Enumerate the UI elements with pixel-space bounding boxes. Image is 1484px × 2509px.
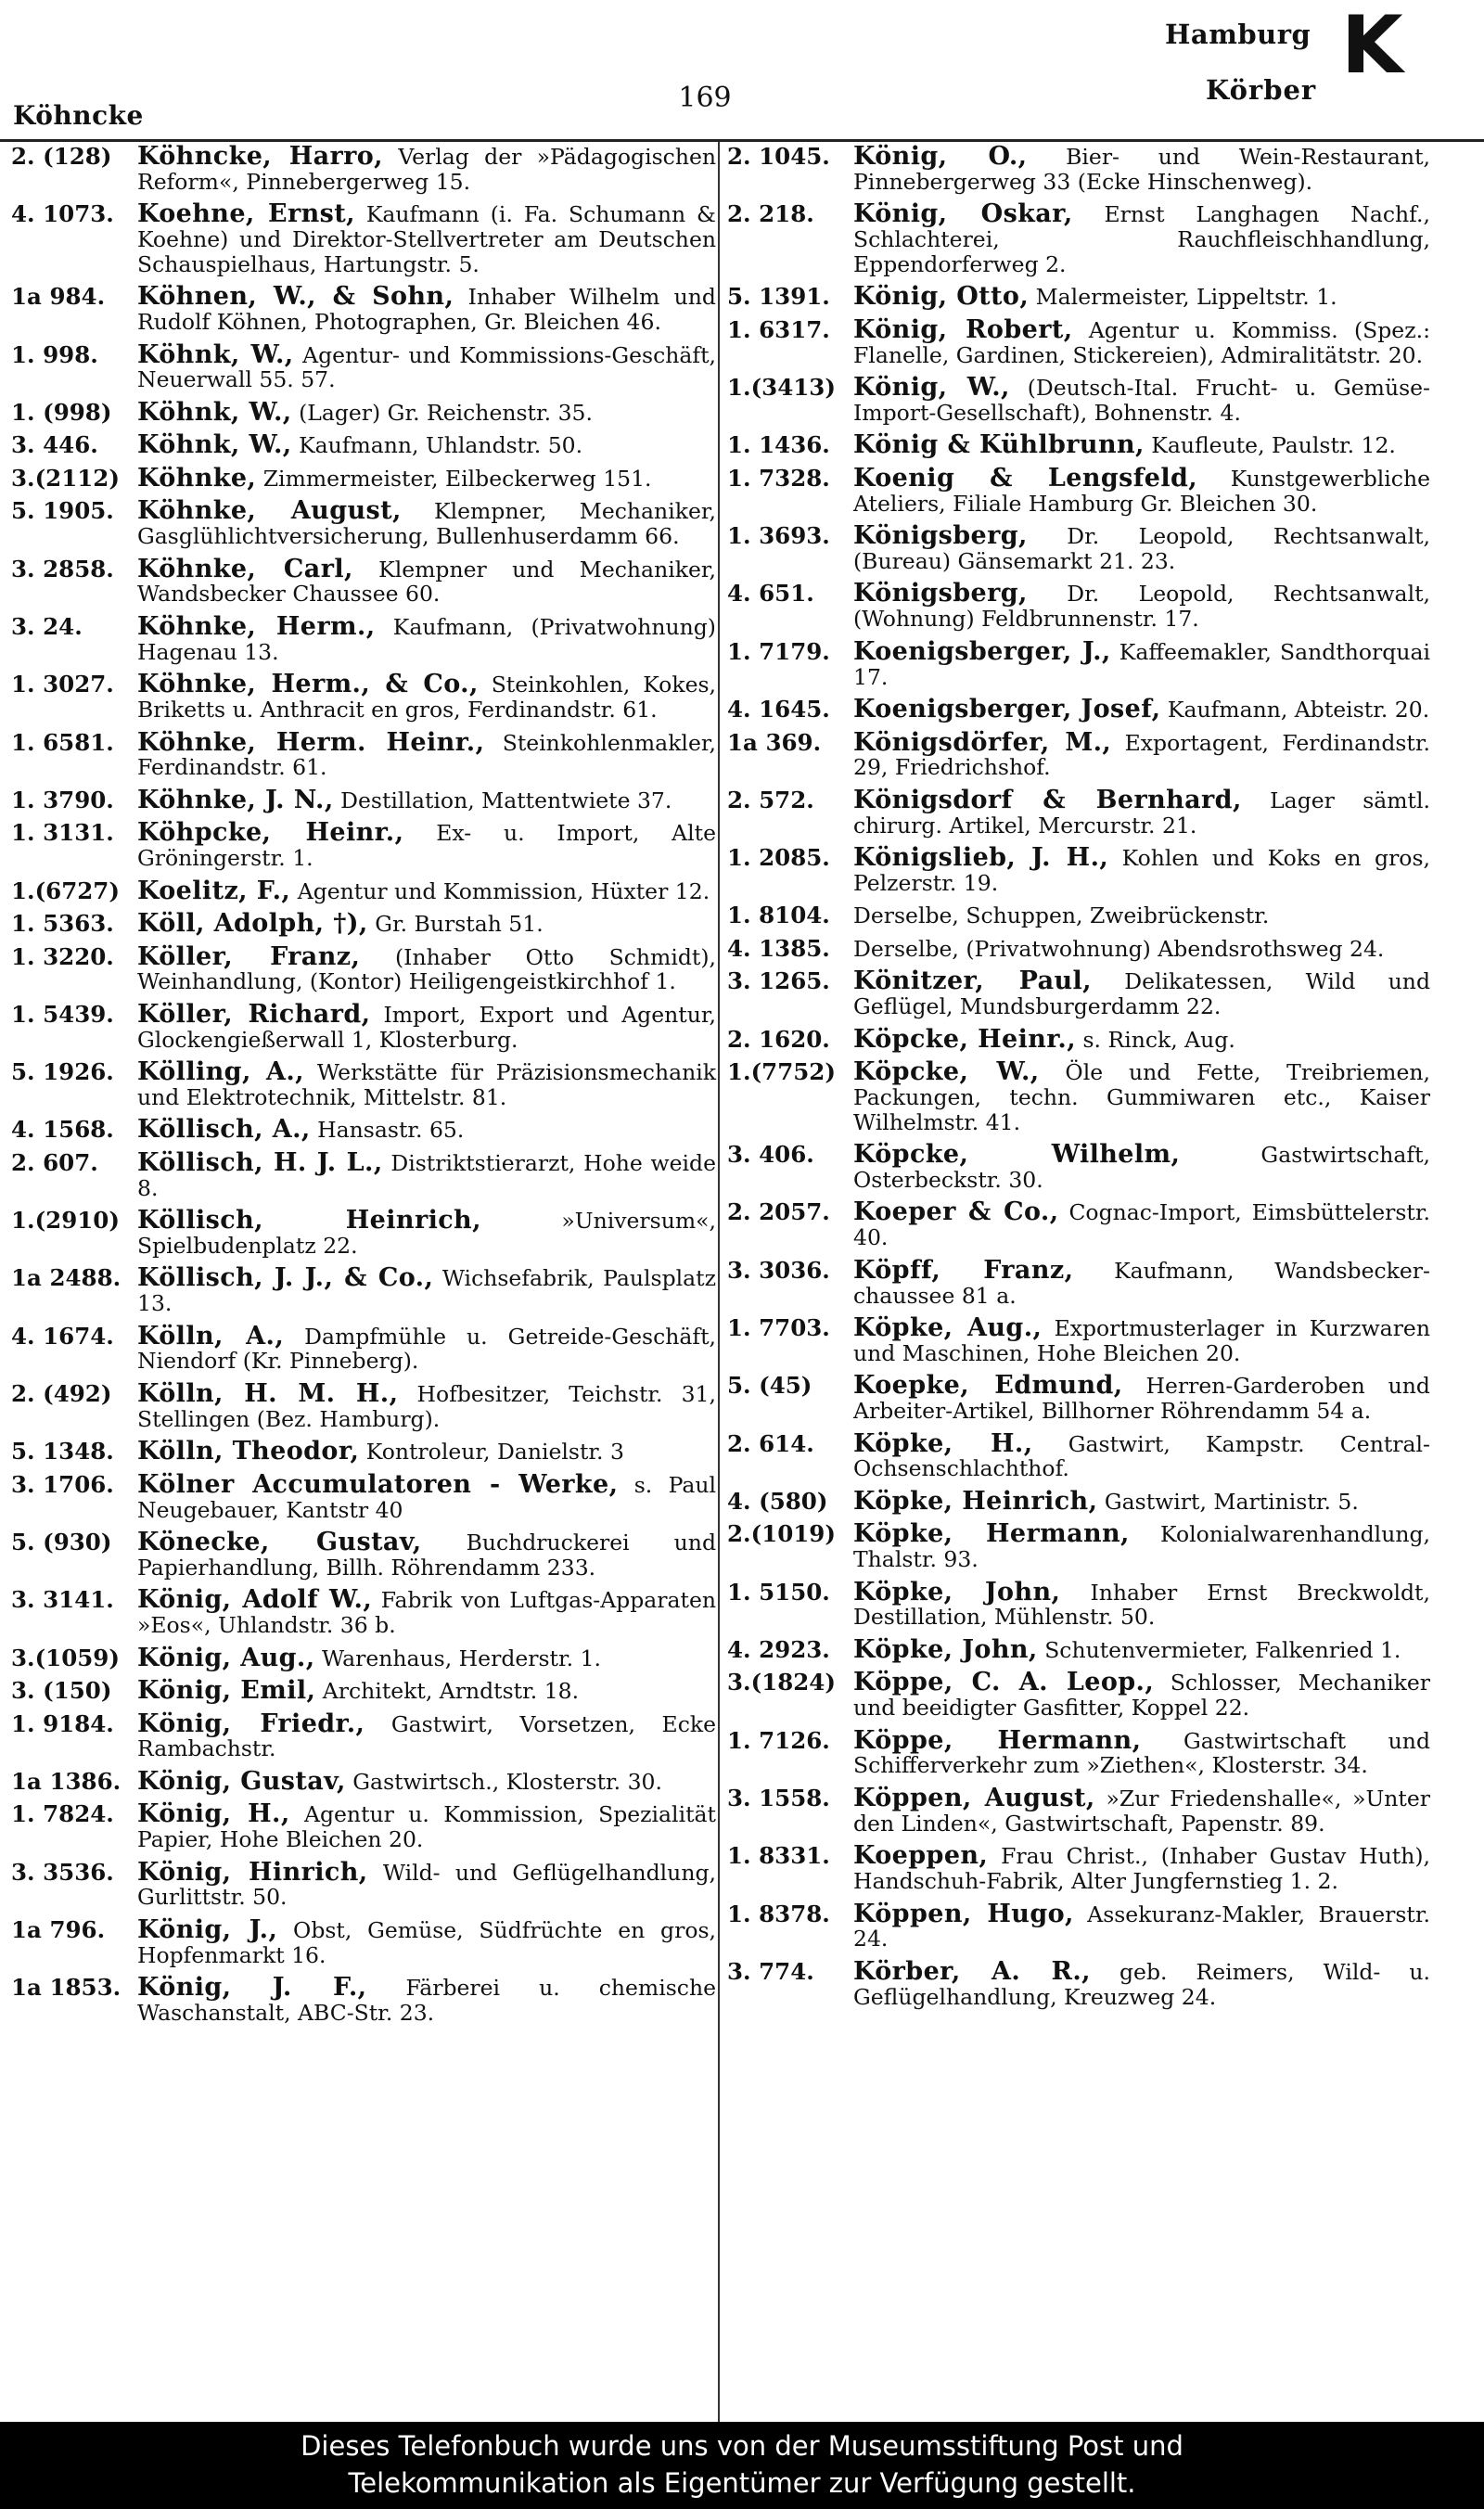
- subscriber-name: Köpke, John,: [853, 1577, 1061, 1607]
- directory-entry: [11, 1799, 716, 1853]
- subscriber-details: (Lager) Gr. Reichenstr. 35.: [299, 399, 593, 426]
- subscriber-details: Buchdruckerei und Papierhandlung, Billh. Röhrendamm 233.: [137, 1530, 716, 1581]
- phone-number: 1. 7328.: [727, 464, 830, 492]
- phone-number: 3. 1558.: [727, 1784, 830, 1811]
- subscriber-details: Kolonialwarenhandlung, Thalstr. 93.: [853, 1521, 1430, 1573]
- directory-entry: [727, 314, 1430, 368]
- phone-number: 1. 3790.: [11, 786, 114, 813]
- phone-number: 2. 2057.: [727, 1198, 830, 1226]
- directory-entry: [11, 611, 716, 665]
- directory-entry: [11, 1914, 716, 1968]
- directory-entry: [727, 1634, 1430, 1664]
- subscriber-name: Könecke, Gustav,: [137, 1528, 422, 1557]
- phone-number: 1. 5150.: [727, 1578, 830, 1606]
- subscriber-name: König, Emil,: [137, 1676, 316, 1706]
- left-column: [11, 142, 717, 2033]
- phone-number: 3. 1265.: [727, 967, 830, 995]
- subscriber-name: Koelitz, F.,: [137, 876, 291, 905]
- phone-number: 5. 1391.: [727, 283, 830, 311]
- subscriber-details: Delikatessen, Wild und Geflügel, Mundsburgerdamm 22.: [853, 968, 1430, 1020]
- phone-number: 2. 614.: [727, 1429, 814, 1457]
- subscriber-details: Färberei u. chemische Waschanstalt, ABC-Str. 23.: [137, 1975, 716, 2026]
- subscriber-details: (Inhaber Otto Schmidt), Weinhandlung, (Kontor) Heiligengeistkirchhof 1.: [137, 943, 716, 995]
- subscriber-name: Köller, Richard,: [137, 999, 371, 1029]
- phone-number: 1. 3131.: [11, 819, 114, 847]
- directory-entry: [727, 579, 1430, 633]
- subscriber-name: Köpcke, W.,: [853, 1057, 1040, 1087]
- subscriber-name: Königsberg,: [853, 521, 1028, 551]
- subscriber-name: Köhnke, J. N.,: [137, 785, 334, 814]
- subscriber-details: Derselbe, (Privatwohnung) Abendsrothsweg 24.: [853, 935, 1385, 962]
- directory-entry: [727, 1371, 1430, 1425]
- directory-entry: [11, 1263, 716, 1317]
- phone-number: 1. 6581.: [11, 728, 114, 756]
- subscriber-name: Körber, A. R.,: [853, 1956, 1091, 1986]
- phone-number: 1a 1386.: [11, 1767, 122, 1795]
- subscriber-details: Steinkohlen, Kokes, Briketts u. Anthracit en gros, Ferdinandstr. 61.: [137, 672, 717, 723]
- directory-entry: [11, 339, 716, 393]
- directory-entry: [11, 941, 716, 995]
- phone-number: 1. 5363.: [11, 910, 114, 938]
- phone-number: 1. 9184.: [11, 1709, 114, 1737]
- subscriber-name: Köppe, Hermann,: [853, 1725, 1142, 1755]
- subscriber-name: Köhnk, W.,: [137, 397, 292, 427]
- subscriber-details: Obst, Gemüse, Südfrüchte en gros, Hopfenmarkt 16.: [137, 1916, 716, 1968]
- subscriber-details: Frau Christ., (Inhaber Gustav Huth), Handschuh-Fabrik, Alter Jungfernstieg 1. 2.: [853, 1843, 1430, 1895]
- subscriber-details: »Universum«, Spielbudenplatz 22.: [137, 1208, 716, 1259]
- phone-number: 1. 8378.: [727, 1900, 830, 1927]
- phone-number: 3. 446.: [11, 431, 98, 459]
- phone-number: 1. 6317.: [727, 315, 830, 343]
- subscriber-details: Dr. Leopold, Rechtsanwalt, (Bureau) Gänsemarkt 21. 23.: [853, 523, 1430, 574]
- subscriber-details: Kaffeemakler, Sandthorquai 17.: [853, 638, 1430, 690]
- directory-entry: [727, 1255, 1430, 1309]
- subscriber-details: Dr. Leopold, Rechtsanwalt, (Wohnung) Feldbrunnenstr. 17.: [853, 581, 1430, 633]
- directory-entry: [727, 843, 1430, 896]
- subscriber-name: Koenigsberger, Josef,: [853, 695, 1161, 724]
- directory-entry: [727, 934, 1430, 962]
- subscriber-details: Agentur u. Kommiss. (Spez.: Flanelle, Gardinen, Stickereien), Admiralitätstr. 20.: [853, 316, 1430, 368]
- subscriber-name: Köllisch, A.,: [137, 1115, 311, 1145]
- header-right-keyword: Körber: [1206, 74, 1317, 106]
- subscriber-name: Königsdörfer, M.,: [853, 727, 1112, 757]
- subscriber-name: Könitzer, Paul,: [853, 966, 1092, 996]
- directory-entry: [727, 199, 1430, 277]
- subscriber-name: Köhpcke, Heinr.,: [137, 818, 404, 848]
- directory-entry: [11, 1766, 716, 1796]
- phone-number: 2. 1045.: [727, 143, 830, 170]
- phone-number: 3. 774.: [727, 1957, 814, 1985]
- subscriber-name: König, J. F.,: [137, 1973, 367, 2003]
- phone-number: 1.(7752): [727, 1058, 836, 1086]
- phone-number: 2. (128): [11, 143, 112, 170]
- directory-entry: [11, 430, 716, 460]
- directory-entry: [727, 463, 1430, 517]
- phone-number: 3.(1824): [727, 1669, 836, 1696]
- phone-number: 1. 1436.: [727, 431, 830, 459]
- subscriber-details: Exportagent, Ferdinandstr. 29, Friedrichshof.: [853, 729, 1430, 781]
- directory-entry: [727, 430, 1430, 460]
- column-divider: [718, 142, 720, 2422]
- directory-entry: [11, 496, 716, 550]
- directory-entry: [11, 1206, 716, 1259]
- phone-number: 4. 651.: [727, 580, 814, 608]
- subscriber-name: Köpke, H.,: [853, 1428, 1033, 1458]
- subscriber-details: Öle und Fette, Treibriemen, Packungen, techn. Gummiwaren etc., Kaiser Wilhelmstr. 41.: [853, 1059, 1430, 1135]
- subscriber-details: Wild- und Geflügelhandlung, Gurlittstr. 50.: [137, 1859, 716, 1911]
- subscriber-name: Köller, Franz,: [137, 941, 361, 971]
- directory-entry: [11, 1643, 716, 1672]
- phone-number: 1. 7179.: [727, 637, 830, 665]
- phone-number: 5. 1905.: [11, 497, 114, 525]
- phone-number: 1. 998.: [11, 340, 98, 368]
- phone-number: 1. 7824.: [11, 1800, 114, 1828]
- subscriber-details: Distriktstierarzt, Hohe weide 8.: [137, 1149, 716, 1201]
- directory-entry: [727, 1577, 1430, 1631]
- subscriber-name: Kölln, Theodor,: [137, 1437, 360, 1466]
- directory-entry: [727, 521, 1430, 574]
- subscriber-name: Koeper & Co.,: [853, 1197, 1059, 1227]
- subscriber-name: Koeppen,: [853, 1841, 989, 1871]
- subscriber-details: Verlag der »Pädagogischen Reform«, Pinnebergerweg 15.: [137, 144, 716, 195]
- subscriber-name: Köllisch, J. J., & Co.,: [137, 1263, 434, 1293]
- phone-number: 2. (492): [11, 1379, 112, 1407]
- right-column: [727, 142, 1431, 2017]
- subscriber-details: Kunstgewerbliche Ateliers, Filiale Hamburg Gr. Bleichen 30.: [853, 465, 1430, 517]
- phone-number: 1a 1853.: [11, 1974, 122, 2002]
- subscriber-name: König, Friedr.,: [137, 1709, 365, 1738]
- subscriber-name: Kölling, A.,: [137, 1057, 304, 1087]
- directory-entry: [727, 1197, 1430, 1251]
- subscriber-details: Gastwirt, Vorsetzen, Ecke Rambachstr.: [137, 1710, 716, 1762]
- directory-entry: [727, 1668, 1430, 1722]
- subscriber-name: Köhncke, Harro,: [137, 142, 383, 171]
- directory-entry: [727, 1899, 1430, 1952]
- subscriber-details: Inhaber Wilhelm und Rudolf Köhnen, Photographen, Gr. Bleichen 46.: [137, 284, 716, 336]
- phone-number: 1.(6727): [11, 877, 120, 904]
- subscriber-name: Köllisch, Heinrich,: [137, 1206, 481, 1235]
- subscriber-name: Koenigsberger, J.,: [853, 636, 1111, 666]
- subscriber-details: Herren-Garderoben und Arbeiter-Artikel, Billhorner Röhrendamm 54 a.: [853, 1373, 1430, 1425]
- subscriber-name: Köhnke, Carl,: [137, 554, 353, 583]
- subscriber-name: Köhnk, W.,: [137, 430, 292, 460]
- subscriber-details: Kohlen und Koks en gros, Pelzerstr. 19.: [853, 845, 1430, 896]
- subscriber-name: Kölner Accumulatoren - Werke,: [137, 1469, 619, 1499]
- phone-number: 3. 406.: [727, 1141, 814, 1169]
- subscriber-name: König, H.,: [137, 1799, 290, 1829]
- subscriber-details: Ex- u. Import, Alte Gröningerstr. 1.: [137, 820, 716, 872]
- phone-number: 4. 1645.: [727, 696, 830, 723]
- subscriber-details: Architekt, Arndtstr. 18.: [322, 1678, 580, 1705]
- subscriber-name: König, Oskar,: [853, 199, 1073, 229]
- directory-entry: [11, 999, 716, 1053]
- phone-number: 2. 607.: [11, 1148, 98, 1176]
- directory-entry: [11, 727, 716, 781]
- directory-entry: [727, 1956, 1431, 2010]
- subscriber-details: Kaufmann (i. Fa. Schumann & Koehne) und Direktor-Stellvertreter am Deutschen Schauspielhaus, Hartungstr. 5.: [137, 201, 716, 277]
- subscriber-name: Koehne, Ernst,: [137, 199, 355, 229]
- directory-entry: [11, 1437, 716, 1466]
- phone-number: 1.(3413): [727, 374, 836, 402]
- directory-entry: [11, 1709, 716, 1762]
- subscriber-details: Hofbesitzer, Teichstr. 31, Stellingen (Bez. Hamburg).: [137, 1380, 716, 1432]
- subscriber-details: Warenhaus, Herderstr. 1.: [322, 1645, 602, 1671]
- phone-number: 1. 2085.: [727, 844, 830, 872]
- subscriber-name: Königsberg,: [853, 579, 1028, 608]
- directory-entry: [727, 373, 1430, 426]
- subscriber-details: Gastwirtschaft und Schifferverkehr zum »Ziethen«, Klosterstr. 34.: [853, 1727, 1430, 1779]
- directory-entry: [11, 1530, 716, 1581]
- subscriber-details: Schlosser, Mechaniker und beeidigter Gasfitter, Koppel 22.: [853, 1670, 1430, 1722]
- phone-number: 5. 1348.: [11, 1438, 114, 1466]
- directory-entry: [11, 1057, 716, 1110]
- subscriber-name: Köhnke, Herm.,: [137, 611, 376, 641]
- phone-number: 2. 1620.: [727, 1025, 830, 1053]
- subscriber-details: Gastwirt, Kampstr. Central-Ochsenschlachthof.: [853, 1430, 1430, 1482]
- directory-entry: [11, 282, 716, 336]
- subscriber-name: Koepke, Edmund,: [853, 1371, 1123, 1401]
- directory-entry: [11, 1585, 716, 1639]
- subscriber-name: König, Otto,: [853, 282, 1030, 312]
- header-city: Hamburg: [1165, 19, 1311, 50]
- phone-number: 1. 5439.: [11, 1000, 114, 1028]
- phone-number: 3. 1706.: [11, 1470, 114, 1498]
- subscriber-details: Zimmermeister, Eilbeckerweg 151.: [262, 465, 652, 492]
- subscriber-name: Koenig & Lengsfeld,: [853, 463, 1198, 493]
- directory-entry: [11, 909, 716, 939]
- phone-number: 2.(1019): [727, 1520, 836, 1548]
- subscriber-name: Köhnke, August,: [137, 496, 402, 526]
- subscriber-details: Destillation, Mattentwiete 37.: [340, 787, 672, 813]
- phone-number: 1a 369.: [727, 728, 822, 756]
- subscriber-details: Assekuranz-Makler, Brauerstr. 24.: [853, 1901, 1430, 1952]
- subscriber-details: Schutenvermieter, Falkenried 1.: [1044, 1636, 1401, 1663]
- subscriber-details: Wichsefabrik, Paulsplatz 13.: [137, 1265, 716, 1317]
- subscriber-details: Klempner, Mechaniker, Gasglühlichtversicherung, Bullenhuserdamm 66.: [137, 498, 716, 550]
- phone-number: 4. 1674.: [11, 1322, 114, 1350]
- phone-number: 5. (45): [727, 1372, 812, 1400]
- directory-entry: [11, 554, 716, 608]
- directory-entry: [11, 1115, 716, 1145]
- phone-number: 5. (930): [11, 1529, 112, 1556]
- subscriber-details: Malermeister, Lippeltstr. 1.: [1035, 284, 1337, 311]
- subscriber-details: Steinkohlenmakler, Ferdinandstr. 61.: [137, 729, 716, 781]
- directory-entry: [11, 1973, 716, 2026]
- phone-number: 4. 1385.: [727, 934, 830, 962]
- subscriber-name: Köhnke, Herm., & Co.,: [137, 670, 479, 699]
- footer-notice: [0, 2422, 1484, 2509]
- phone-number: 1. 8331.: [727, 1842, 830, 1870]
- phone-number: 3. 3036.: [727, 1256, 830, 1284]
- phone-number: 4. 1073.: [11, 200, 114, 228]
- subscriber-details: Klempner und Mechaniker, Wandsbecker Chaussee 60.: [137, 556, 716, 608]
- subscriber-name: Köhnke, Herm. Heinr.,: [137, 727, 485, 757]
- subscriber-details: Dampfmühle u. Getreide-Geschäft, Niendorf (Kr. Pinneberg).: [137, 1323, 717, 1375]
- phone-number: 1. 7126.: [727, 1726, 830, 1754]
- subscriber-name: Köppen, Hugo,: [853, 1899, 1074, 1928]
- subscriber-details: Inhaber Ernst Breckwoldt, Destillation, Mühlenstr. 50.: [853, 1579, 1430, 1631]
- subscriber-details: Agentur u. Kommission, Spezialität Papier, Hohe Bleichen 20.: [137, 1801, 716, 1853]
- directory-entry: [727, 1783, 1430, 1837]
- phone-number: 1a 796.: [11, 1915, 106, 1943]
- directory-entry: [11, 142, 716, 195]
- phone-number: 3.(1059): [11, 1644, 120, 1671]
- subscriber-details: Bier- und Wein-Restaurant, Pinnebergerweg 33 (Ecke Hinschenweg).: [853, 144, 1430, 195]
- subscriber-details: Ernst Langhagen Nachf., Schlachterei, Rauchfleischhandlung, Eppendorferweg 2.: [853, 201, 1430, 277]
- directory-entry: [11, 785, 716, 814]
- directory-entry: [727, 1519, 1430, 1573]
- phone-number: 3. 3536.: [11, 1858, 114, 1886]
- subscriber-details: Derselbe, Schuppen, Zweibrückenstr.: [853, 902, 1270, 929]
- subscriber-name: Köllisch, H. J. L.,: [137, 1147, 383, 1177]
- subscriber-details: (Deutsch-Ital. Frucht- u. Gemüse-Import-Gesellschaft), Bohnenstr. 4.: [853, 375, 1430, 426]
- phone-number: 3. (150): [11, 1677, 112, 1705]
- subscriber-details: Kaufmann, Uhlandstr. 50.: [299, 432, 583, 459]
- phone-number: 1. 3027.: [11, 671, 114, 698]
- phone-number: 1a 984.: [11, 283, 106, 311]
- phone-number: 3.(2112): [11, 464, 120, 492]
- phone-number: 1. 8104.: [727, 902, 830, 929]
- subscriber-name: Köppe, C. A. Leop.,: [853, 1668, 1155, 1697]
- phone-number: 3. 3141.: [11, 1586, 114, 1614]
- phone-number: 1. 3220.: [11, 942, 114, 970]
- subscriber-details: Kaufmann, Wandsbecker-chaussee 81 a.: [853, 1257, 1430, 1309]
- subscriber-details: Fabrik von Luftgas-Apparaten »Eos«, Uhlandstr. 36 b.: [137, 1587, 716, 1639]
- phone-number: 1. (998): [11, 398, 112, 426]
- directory-entry: [727, 142, 1430, 195]
- directory-entry: [727, 1024, 1430, 1054]
- subscriber-name: Köll, Adolph, †),: [137, 909, 368, 939]
- directory-entry: [11, 397, 716, 427]
- subscriber-details: Lager sämtl. chirurg. Artikel, Mercurstr. 21.: [853, 787, 1430, 838]
- subscriber-name: König, W.,: [853, 373, 1010, 403]
- phone-number: 2. 218.: [727, 200, 814, 228]
- subscriber-details: Kaufmann, (Privatwohnung) Hagenau 13.: [137, 613, 716, 665]
- subscriber-name: König, Adolf W.,: [137, 1585, 373, 1615]
- phone-number: 2. 572.: [727, 786, 814, 813]
- subscriber-details: geb. Reimers, Wild- u. Geflügelhandlung, Kreuzweg 24.: [853, 1958, 1431, 2010]
- phone-number: 3. 24.: [11, 612, 83, 640]
- phone-number: 3. 2858.: [11, 555, 114, 582]
- directory-entry: [11, 1378, 716, 1432]
- directory-entry: [11, 1147, 716, 1201]
- directory-entry: [727, 282, 1430, 312]
- phone-number: 1. 3693.: [727, 522, 830, 550]
- directory-entry: [727, 903, 1430, 928]
- subscriber-details: »Zur Friedenshalle«, »Unter den Linden«, Gastwirtschaft, Papenstr. 89.: [853, 1785, 1430, 1837]
- subscriber-name: Köpff, Franz,: [853, 1255, 1074, 1285]
- directory-entry: [11, 876, 716, 905]
- directory-entry: [727, 1140, 1430, 1193]
- directory-entry: [727, 785, 1430, 838]
- subscriber-details: Gastwirt, Martinistr. 5.: [1104, 1488, 1359, 1515]
- subscriber-details: s. Rinck, Aug.: [1082, 1026, 1235, 1053]
- subscriber-name: Köpke, John,: [853, 1634, 1038, 1664]
- footer-line-1: Dieses Telefonbuch wurde uns von der Museumsstiftung Post und: [301, 2430, 1183, 2462]
- phone-number: 5. 1926.: [11, 1058, 114, 1086]
- directory-entry: [11, 463, 716, 493]
- phone-number: 4. (580): [727, 1487, 828, 1515]
- subscriber-name: Kölln, H. M. H.,: [137, 1378, 399, 1408]
- phone-number: 1.(2910): [11, 1207, 120, 1235]
- directory-entry: [11, 1469, 716, 1523]
- subscriber-details: s. Paul Neugebauer, Kantstr 40: [137, 1471, 716, 1523]
- directory-entry: [727, 966, 1430, 1020]
- directory-entry: [11, 672, 716, 723]
- subscriber-name: Köpcke, Wilhelm,: [853, 1140, 1181, 1170]
- page-number: 169: [678, 82, 732, 114]
- directory-entry: [727, 1057, 1430, 1135]
- subscriber-details: Exportmusterlager in Kurzwaren und Maschinen, Hohe Bleichen 20.: [853, 1315, 1430, 1366]
- directory-entry: [727, 1841, 1430, 1895]
- directory-entry: [727, 1428, 1430, 1482]
- subscriber-name: König, Hinrich,: [137, 1857, 368, 1887]
- phone-number: 4. 1568.: [11, 1116, 114, 1144]
- subscriber-name: Köpke, Aug.,: [853, 1313, 1043, 1342]
- subscriber-details: Cognac-Import, Eimsbüttelerstr. 40.: [853, 1199, 1430, 1251]
- section-letter: K: [1341, 0, 1403, 92]
- subscriber-name: Königsdorf & Bernhard,: [853, 785, 1242, 814]
- subscriber-name: König, O.,: [853, 142, 1028, 171]
- directory-entry: [727, 1725, 1430, 1779]
- header-left-keyword: Köhncke: [13, 100, 144, 131]
- subscriber-name: Köpcke, Heinr.,: [853, 1024, 1077, 1054]
- phone-number: 1a 2488.: [11, 1264, 122, 1292]
- phone-number: 4. 2923.: [727, 1635, 830, 1663]
- phone-number: 1. 7703.: [727, 1314, 830, 1341]
- directory-entry: [727, 1313, 1430, 1366]
- subscriber-name: König, Aug.,: [137, 1643, 315, 1672]
- subscriber-details: Import, Export und Agentur, Glockengießerwall 1, Klosterburg.: [137, 1001, 716, 1053]
- subscriber-name: Köhnen, W., & Sohn,: [137, 282, 454, 312]
- subscriber-name: König, Gustav,: [137, 1766, 346, 1796]
- directory-entry: [727, 636, 1430, 690]
- subscriber-details: Gastwirtsch., Klosterstr. 30.: [352, 1768, 662, 1795]
- directory-entry: [11, 818, 716, 872]
- subscriber-name: Köpke, Hermann,: [853, 1519, 1130, 1549]
- subscriber-name: König & Kühlbrunn,: [853, 430, 1145, 460]
- subscriber-details: Agentur und Kommission, Hüxter 12.: [297, 877, 710, 904]
- directory-entry: [11, 1676, 716, 1706]
- subscriber-details: Gr. Burstah 51.: [375, 911, 544, 938]
- directory-entry: [11, 199, 716, 277]
- subscriber-name: Königslieb, J. H.,: [853, 843, 1109, 873]
- subscriber-details: Werkstätte für Präzisionsmechanik und Elektrotechnik, Mittelstr. 81.: [137, 1059, 716, 1110]
- directory-entry: [727, 727, 1430, 781]
- subscriber-details: Gastwirtschaft, Osterbeckstr. 30.: [853, 1142, 1430, 1193]
- footer-line-2: Telekommunikation als Eigentümer zur Verfügung gestellt.: [348, 2467, 1136, 2499]
- subscriber-name: König, J.,: [137, 1914, 278, 1944]
- subscriber-name: König, Robert,: [853, 314, 1073, 344]
- directory-entry: [11, 1321, 717, 1375]
- subscriber-name: Köhnke,: [137, 463, 257, 493]
- directory-entry: [11, 1857, 716, 1911]
- subscriber-name: Kölln, A.,: [137, 1321, 285, 1351]
- subscriber-details: Kaufleute, Paulstr. 12.: [1151, 432, 1396, 459]
- subscriber-name: Köhnk, W.,: [137, 339, 294, 369]
- directory-entry: [727, 1486, 1430, 1516]
- directory-entry: [727, 695, 1430, 724]
- subscriber-name: Köppen, August,: [853, 1783, 1095, 1812]
- subscriber-details: Kontroleur, Danielstr. 3: [365, 1439, 624, 1466]
- subscriber-details: Kaufmann, Abteistr. 20.: [1167, 697, 1430, 723]
- subscriber-details: Hansastr. 65.: [317, 1117, 465, 1144]
- subscriber-details: Agentur- und Kommissions-Geschäft, Neuerwall 55. 57.: [137, 341, 716, 393]
- subscriber-name: Köpke, Heinrich,: [853, 1486, 1098, 1516]
